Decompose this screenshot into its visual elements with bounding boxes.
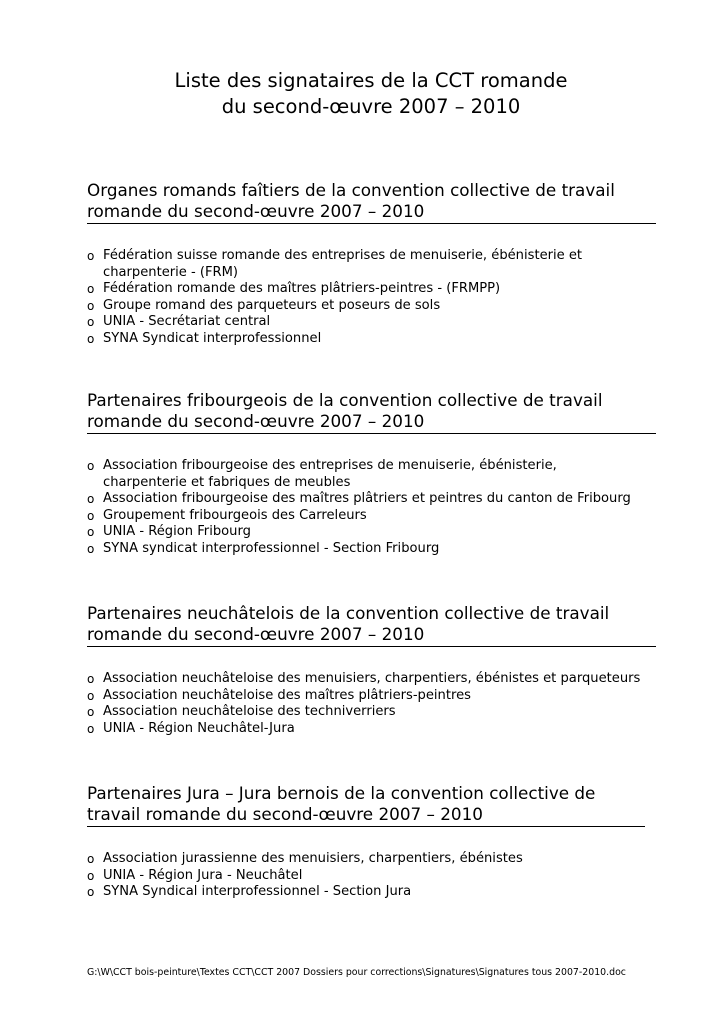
- signatory-list: [87, 458, 667, 557]
- section-heading-line-2: travail romande du second-œuvre 2007 – 2010: [87, 804, 483, 824]
- section-heading-line-2: romande du second-œuvre 2007 – 2010: [87, 411, 425, 431]
- list-item-text: Association fribourgeoise des maîtres plâtriers et peintres du canton de Fribourg: [103, 491, 631, 506]
- list-item: [87, 704, 667, 721]
- section-heading: [87, 783, 645, 827]
- list-item: [87, 671, 667, 688]
- list-item: [87, 851, 667, 868]
- list-item-text: Association jurassienne des menuisiers, charpentiers, ébénistes: [103, 851, 523, 866]
- list-item: [87, 331, 667, 348]
- signatory-list: [87, 248, 667, 347]
- signatory-list: [87, 851, 667, 901]
- list-item-text: SYNA Syndical interprofessionnel - Section Jura: [103, 884, 412, 899]
- list-item: [87, 248, 667, 281]
- list-item: [87, 884, 667, 901]
- list-item: [87, 541, 667, 558]
- list-item-text-line-1: Association fribourgeoise des entreprises de menuiserie, ébénisterie,: [103, 458, 557, 473]
- list-item: [87, 281, 667, 298]
- list-item: [87, 868, 667, 885]
- list-item-text-line-1: Fédération suisse romande des entreprises de menuiserie, ébénisterie et: [103, 248, 583, 263]
- bullet-icon: o: [87, 852, 95, 866]
- list-item: [87, 688, 667, 705]
- bullet-icon: o: [87, 298, 95, 313]
- footer-file-path: G:\W\CCT bois-peinture\Textes CCT\CCT 2007 Dossiers pour corrections\Signatures\Signatures tous 2007-2010.doc: [87, 967, 626, 978]
- bullet-icon: o: [87, 525, 95, 539]
- list-item: [87, 314, 667, 331]
- list-item-text: UNIA - Secrétariat central: [103, 314, 271, 329]
- list-item-text: Association neuchâteloise des techniverriers: [103, 704, 396, 719]
- list-item: [87, 524, 667, 541]
- bullet-icon: o: [87, 331, 95, 346]
- section-partenaires-jura: [87, 783, 645, 899]
- bullet-icon: o: [87, 459, 95, 473]
- bullet-icon: o: [87, 721, 95, 736]
- document-title-line-2: du second-œuvre 2007 – 2010: [221, 95, 521, 118]
- list-item-text: SYNA Syndicat interprofessionnel: [103, 330, 322, 346]
- list-item-text: Association neuchâteloise des menuisiers, charpentiers, ébénistes et parqueteurs: [103, 671, 641, 686]
- list-item-text: Association neuchâteloise des maîtres plâtriers-peintres: [103, 687, 471, 703]
- list-item: [87, 721, 667, 738]
- list-item-text: SYNA syndicat interprofessionnel - Section Fribourg: [103, 540, 440, 556]
- section-heading-line-1: Partenaires Jura – Jura bernois de la convention collective de: [87, 783, 596, 803]
- section-heading-line-2: romande du second-œuvre 2007 – 2010: [87, 201, 425, 221]
- list-item: [87, 508, 667, 525]
- list-item-text: UNIA - Région Neuchâtel-Jura: [103, 720, 295, 736]
- section-heading-line-1: Partenaires fribourgeois de la convention collective de travail: [87, 390, 603, 410]
- section-heading: [87, 180, 656, 224]
- section-partenaires-fribourgeois: [87, 390, 656, 556]
- section-heading-line-1: Organes romands faîtiers de la convention collective de travail: [87, 180, 615, 200]
- bullet-icon: o: [87, 672, 95, 686]
- list-item-text: UNIA - Région Fribourg: [103, 524, 251, 539]
- list-item-text: Groupe romand des parqueteurs et poseurs de sols: [103, 297, 441, 313]
- bullet-icon: o: [87, 315, 95, 329]
- section-heading-line-2: romande du second-œuvre 2007 – 2010: [87, 624, 425, 644]
- bullet-icon: o: [87, 688, 95, 703]
- list-item: [87, 298, 667, 315]
- list-item: [87, 458, 667, 491]
- bullet-icon: o: [87, 705, 95, 719]
- list-item-text-line-2: charpenterie et fabriques de meubles: [103, 474, 351, 490]
- list-item: [87, 491, 667, 508]
- section-heading: [87, 390, 656, 434]
- document-title: [0, 68, 724, 120]
- section-organes-romands: [87, 180, 656, 346]
- section-heading-line-1: Partenaires neuchâtelois de la convention collective de travail: [87, 603, 610, 623]
- list-item-text: Fédération romande des maîtres plâtriers-peintres - (FRMPP): [103, 281, 501, 296]
- signatory-list: [87, 671, 667, 737]
- bullet-icon: o: [87, 885, 95, 899]
- section-partenaires-neuchatelois: [87, 603, 656, 736]
- bullet-icon: o: [87, 541, 95, 556]
- section-heading: [87, 603, 656, 647]
- bullet-icon: o: [87, 492, 95, 506]
- list-item-text: UNIA - Région Jura - Neuchâtel: [103, 867, 303, 883]
- document-title-line-1: Liste des signataires de la CCT romande: [174, 69, 568, 92]
- bullet-icon: o: [87, 508, 95, 523]
- list-item-text-line-2: charpenterie - (FRM): [103, 264, 239, 280]
- bullet-icon: o: [87, 868, 95, 883]
- bullet-icon: o: [87, 282, 95, 296]
- bullet-icon: o: [87, 249, 95, 263]
- list-item-text: Groupement fribourgeois des Carreleurs: [103, 507, 367, 523]
